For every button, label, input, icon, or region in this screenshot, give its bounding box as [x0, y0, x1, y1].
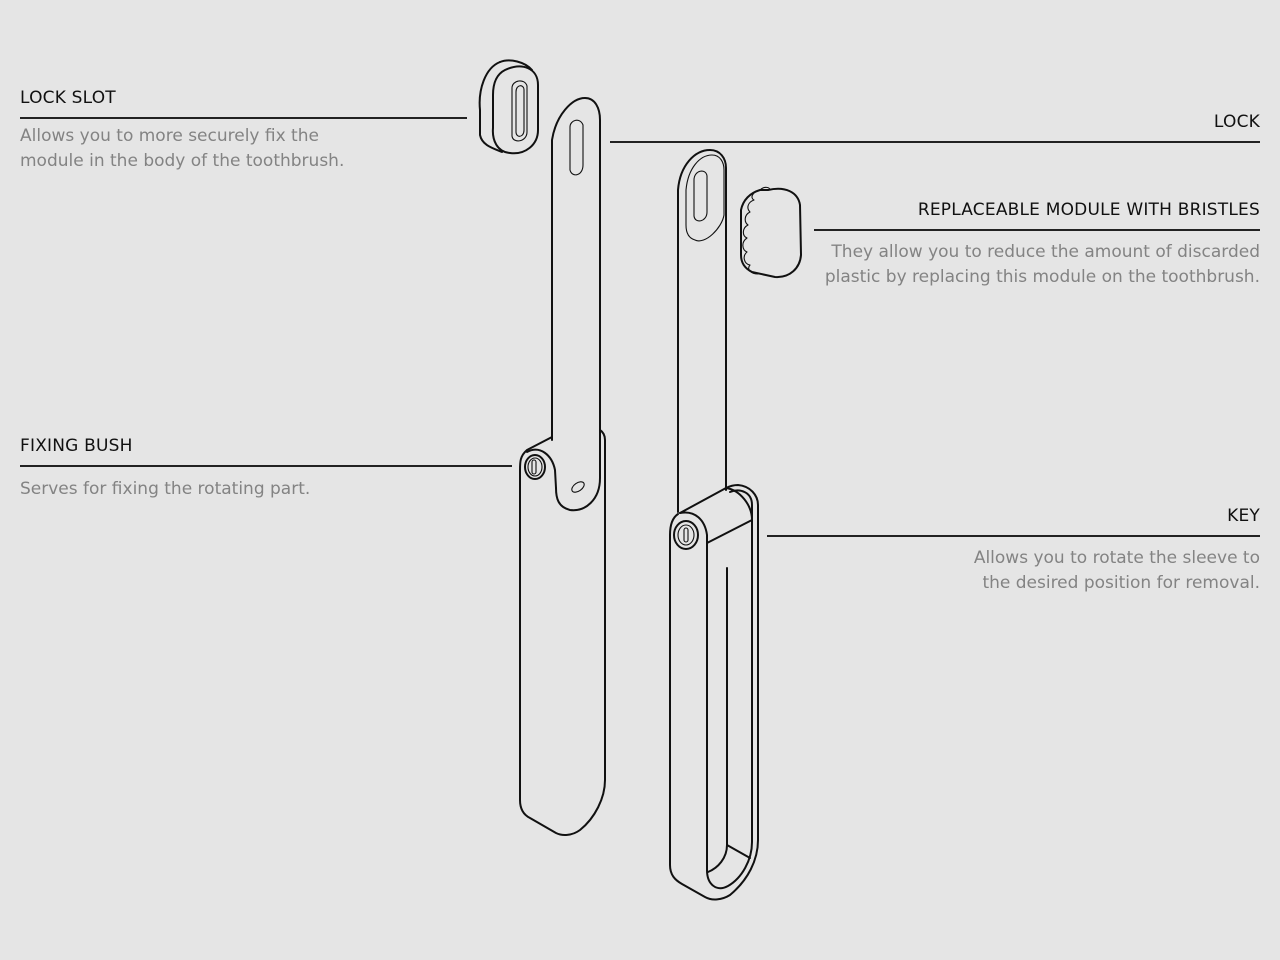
fixing-bush-title: FIXING BUSH — [20, 436, 133, 456]
left-brush-handle — [552, 98, 600, 510]
fixing-bush-leader-line — [20, 465, 512, 467]
lock-slot-leader-line — [20, 117, 467, 119]
lock-title: LOCK — [1213, 112, 1260, 132]
lock-slot-part — [480, 60, 538, 153]
lock-slot-title: LOCK SLOT — [20, 88, 116, 108]
key-leader-line — [767, 535, 1260, 537]
lock-leader-line — [610, 141, 1260, 143]
bristle-module-part — [741, 187, 801, 277]
key-sleeve-part — [670, 485, 758, 899]
fixing-bush-description: Serves for fixing the rotating part. — [20, 479, 311, 499]
key-description: Allows you to rotate the sleeve to the desired position for removal. — [973, 548, 1260, 593]
key-title: KEY — [1227, 506, 1260, 526]
lock-slot-description: Allows you to more securely fix the module in the body of the toothbrush. — [20, 126, 345, 171]
module-leader-line — [814, 229, 1260, 231]
module-title: REPLACEABLE MODULE WITH BRISTLES — [917, 200, 1260, 220]
left-brush-body — [520, 430, 605, 835]
module-description: They allow you to reduce the amount of discarded plastic by replacing this module on the toothbrush. — [824, 242, 1260, 287]
right-brush-handle — [678, 150, 726, 512]
